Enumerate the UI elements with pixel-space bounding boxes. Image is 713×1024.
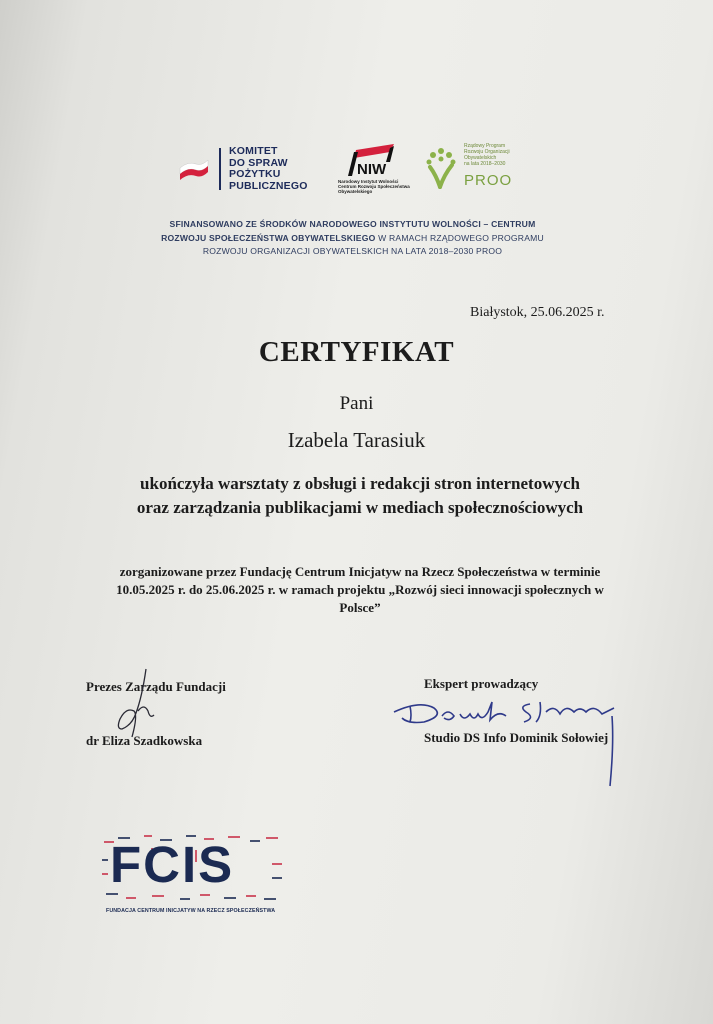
- proo-logo: [424, 143, 524, 191]
- left-signatory-role: Prezes Zarządu Fundacji: [86, 679, 226, 694]
- niw-emblem-icon: [338, 142, 412, 178]
- right-signatory-name: Studio DS Info Dominik Sołowiej: [424, 730, 609, 745]
- niw-caption: Narodowy Instytut Wolności Centrum Rozwoju Społeczeństwa Obywatelskiego: [338, 179, 410, 194]
- certificate-title: CERTYFIKAT: [258, 336, 455, 368]
- niw-logo: [338, 142, 412, 196]
- organizer-statement: zorganizowane przez Fundację Centrum Inicjatyw na Rzecz Społeczeństwa w terminie 10.05.2025 r. do 25.06.2025 r. w ramach projektu „Rozwój sieci innowacji społecznych w Polsce”: [116, 564, 604, 615]
- flag-icon: [178, 146, 224, 192]
- komitet-logo-text: KOMITET DO SPRAW POŻYTKU PUBLICZNEGO: [229, 145, 308, 192]
- left-signatory-name: dr Eliza Szadkowska: [86, 733, 203, 748]
- fcis-letters: FCIS: [110, 836, 235, 893]
- funding-statement: SFINANSOWANO ZE ŚRODKÓW NARODOWEGO INSTYTUTU WOLNOŚCI – CENTRUM ROZWOJU SPOŁECZEŃSTWA OBYWATELSKIEGO W RAMACH RZĄDOWEGO PROGRAMU ROZWOJU ORGANIZACJI OBYWATELSKICH NA LATA 2018–2030 PROO: [161, 219, 544, 256]
- place-date: Białystok, 25.06.2025 r.: [470, 305, 605, 320]
- right-signatory-role: Ekspert prowadzący: [424, 676, 539, 691]
- recipient-name: Izabela Tarasiuk: [287, 428, 426, 452]
- fcis-tagline: FUNDACJA CENTRUM INICJATYW NA RZECZ SPOŁECZEŃSTWA: [106, 908, 276, 914]
- proo-name: PROO: [464, 172, 513, 189]
- komitet-logo: [178, 146, 323, 192]
- svg-text:NIW: NIW: [357, 161, 387, 178]
- sprout-icon: [424, 143, 462, 189]
- fcis-logo: [100, 830, 285, 920]
- proo-program-text: Rządowy Program Rozwoju Organizacji Obywatelskich na lata 2018–2030: [464, 143, 510, 167]
- course-description: ukończyła warsztaty z obsługi i redakcji stron internetowych oraz zarządzania publikacjami w mediach społecznościowych: [136, 474, 584, 517]
- salutation: Pani: [339, 393, 374, 414]
